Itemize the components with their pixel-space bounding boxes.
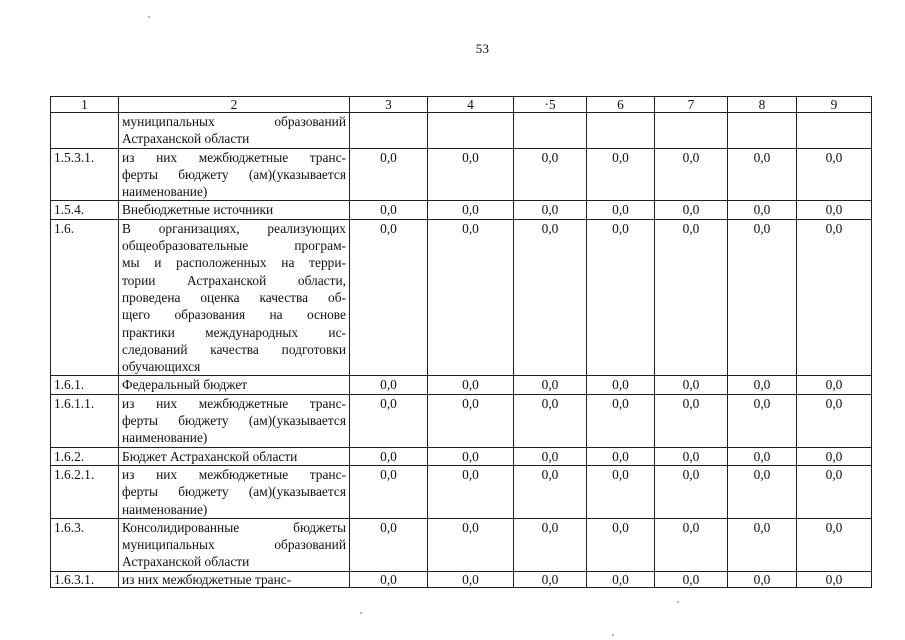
table-row bbox=[51, 518, 872, 571]
description-line: Астраханской области bbox=[122, 131, 250, 147]
value-cell: 0,0 bbox=[655, 571, 728, 587]
description-line: из них межбюджетные транс- bbox=[122, 149, 346, 165]
row-number-cell: 1.5.3.1. bbox=[51, 148, 119, 201]
row-number-cell: 1.6.1.1. bbox=[51, 394, 119, 447]
value-cell: 0,0 bbox=[350, 201, 428, 219]
value-cell: 0,0 bbox=[350, 518, 428, 571]
value-cell bbox=[655, 113, 728, 149]
scan-speck bbox=[148, 16, 150, 18]
column-header: 6 bbox=[587, 97, 655, 113]
description-line: проведена оценка качества об- bbox=[122, 289, 346, 305]
row-number-cell: 1.6.2.1. bbox=[51, 465, 119, 518]
value-cell: 0,0 bbox=[428, 518, 514, 571]
value-cell: 0,0 bbox=[587, 376, 655, 394]
row-number-cell: 1.6.3. bbox=[51, 518, 119, 571]
table-row bbox=[51, 465, 872, 518]
value-cell: 0,0 bbox=[728, 447, 797, 465]
description-line: В организациях, реализующих bbox=[122, 220, 346, 236]
table-row bbox=[51, 201, 872, 219]
value-cell: 0,0 bbox=[514, 376, 587, 394]
description-line: муниципальных образований bbox=[122, 114, 346, 129]
value-cell: 0,0 bbox=[514, 148, 587, 201]
column-header: 9 bbox=[797, 97, 872, 113]
table-row bbox=[51, 571, 872, 587]
table-row bbox=[51, 394, 872, 447]
row-description-cell bbox=[119, 394, 350, 447]
value-cell: 0,0 bbox=[350, 376, 428, 394]
value-cell: 0,0 bbox=[428, 201, 514, 219]
table-row bbox=[51, 113, 872, 149]
column-header: ·5 bbox=[514, 97, 587, 113]
value-cell: 0,0 bbox=[428, 376, 514, 394]
table-row bbox=[51, 219, 872, 376]
row-description-cell bbox=[119, 465, 350, 518]
value-cell: 0,0 bbox=[514, 518, 587, 571]
value-cell: 0,0 bbox=[514, 447, 587, 465]
row-description-cell: Бюджет Астраханской области bbox=[119, 447, 350, 465]
description-line: следований качества подготовки bbox=[122, 341, 346, 357]
value-cell: 0,0 bbox=[514, 219, 587, 376]
column-header: 2 bbox=[119, 97, 350, 113]
description-line: из них межбюджетные транс- bbox=[122, 395, 346, 411]
description-line: Астраханской области bbox=[122, 554, 250, 570]
row-number-cell: 1.6.1. bbox=[51, 376, 119, 394]
row-number-cell: 1.5.4. bbox=[51, 201, 119, 219]
budget-table bbox=[50, 96, 872, 588]
value-cell: 0,0 bbox=[797, 376, 872, 394]
table-row bbox=[51, 376, 872, 394]
value-cell bbox=[428, 113, 514, 149]
description-line: наименование) bbox=[122, 501, 208, 517]
value-cell bbox=[514, 113, 587, 149]
value-cell: 0,0 bbox=[428, 465, 514, 518]
page-number: 53 bbox=[475, 41, 490, 56]
table-row bbox=[51, 148, 872, 201]
value-cell: 0,0 bbox=[514, 571, 587, 587]
description-line: наименование) bbox=[122, 430, 208, 446]
description-line: из них межбюджетные транс- bbox=[122, 466, 346, 482]
value-cell: 0,0 bbox=[587, 447, 655, 465]
description-line: муниципальных образований bbox=[122, 537, 346, 553]
column-header-row bbox=[51, 97, 872, 113]
value-cell: 0,0 bbox=[728, 571, 797, 587]
description-line: общеобразовательные програм- bbox=[122, 238, 346, 254]
column-header: 7 bbox=[655, 97, 728, 113]
value-cell: 0,0 bbox=[350, 394, 428, 447]
value-cell: 0,0 bbox=[655, 394, 728, 447]
value-cell: 0,0 bbox=[655, 201, 728, 219]
value-cell: 0,0 bbox=[587, 394, 655, 447]
value-cell: 0,0 bbox=[350, 219, 428, 376]
scan-speck bbox=[677, 601, 679, 603]
value-cell: 0,0 bbox=[797, 447, 872, 465]
value-cell: 0,0 bbox=[587, 148, 655, 201]
value-cell: 0,0 bbox=[428, 394, 514, 447]
value-cell: 0,0 bbox=[797, 394, 872, 447]
value-cell: 0,0 bbox=[797, 219, 872, 376]
value-cell: 0,0 bbox=[797, 465, 872, 518]
value-cell: 0,0 bbox=[587, 571, 655, 587]
column-header: 8 bbox=[728, 97, 797, 113]
value-cell: 0,0 bbox=[350, 465, 428, 518]
value-cell: 0,0 bbox=[728, 394, 797, 447]
value-cell: 0,0 bbox=[428, 447, 514, 465]
value-cell: 0,0 bbox=[728, 148, 797, 201]
value-cell: 0,0 bbox=[428, 148, 514, 201]
value-cell: 0,0 bbox=[655, 447, 728, 465]
description-line: наименование) bbox=[122, 184, 208, 200]
value-cell: 0,0 bbox=[514, 465, 587, 518]
value-cell bbox=[797, 113, 872, 149]
row-description-cell bbox=[119, 113, 350, 149]
description-line: практики международных ис- bbox=[122, 324, 346, 340]
value-cell: 0,0 bbox=[728, 201, 797, 219]
row-number-cell: 1.6.3.1. bbox=[51, 571, 119, 587]
value-cell: 0,0 bbox=[797, 148, 872, 201]
value-cell: 0,0 bbox=[728, 219, 797, 376]
value-cell: 0,0 bbox=[587, 465, 655, 518]
value-cell: 0,0 bbox=[514, 201, 587, 219]
row-number-cell: 1.6.2. bbox=[51, 447, 119, 465]
description-line: ферты бюджету (ам)(указывается bbox=[122, 484, 346, 500]
value-cell: 0,0 bbox=[514, 394, 587, 447]
value-cell: 0,0 bbox=[428, 571, 514, 587]
row-description-cell: Внебюджетные источники bbox=[119, 201, 350, 219]
scan-speck bbox=[360, 612, 362, 614]
column-header: 1 bbox=[51, 97, 119, 113]
value-cell: 0,0 bbox=[655, 376, 728, 394]
value-cell bbox=[728, 113, 797, 149]
description-line: ферты бюджету (ам)(указывается bbox=[122, 166, 346, 182]
value-cell: 0,0 bbox=[797, 571, 872, 587]
description-line: щего образования на основе bbox=[122, 307, 346, 323]
column-header: 4 bbox=[428, 97, 514, 113]
value-cell: 0,0 bbox=[797, 201, 872, 219]
value-cell: 0,0 bbox=[728, 376, 797, 394]
description-line: Консолидированные бюджеты bbox=[122, 519, 346, 535]
value-cell bbox=[587, 113, 655, 149]
value-cell: 0,0 bbox=[655, 465, 728, 518]
value-cell: 0,0 bbox=[728, 518, 797, 571]
value-cell: 0,0 bbox=[587, 219, 655, 376]
row-description-cell bbox=[119, 518, 350, 571]
row-description-cell: Федеральный бюджет bbox=[119, 376, 350, 394]
scan-speck bbox=[612, 634, 614, 636]
value-cell: 0,0 bbox=[350, 447, 428, 465]
value-cell: 0,0 bbox=[655, 148, 728, 201]
value-cell: 0,0 bbox=[587, 201, 655, 219]
table-row bbox=[51, 447, 872, 465]
column-header: 3 bbox=[350, 97, 428, 113]
row-description-cell bbox=[119, 148, 350, 201]
value-cell bbox=[350, 113, 428, 149]
description-line: тории Астраханской области, bbox=[122, 272, 346, 288]
value-cell: 0,0 bbox=[797, 518, 872, 571]
row-description-cell bbox=[119, 219, 350, 376]
description-line: обучающихся bbox=[122, 359, 201, 375]
row-description-cell: из них межбюджетные транс- bbox=[119, 571, 350, 587]
value-cell: 0,0 bbox=[428, 219, 514, 376]
row-number-cell: 1.6. bbox=[51, 219, 119, 376]
value-cell: 0,0 bbox=[655, 219, 728, 376]
value-cell: 0,0 bbox=[728, 465, 797, 518]
value-cell: 0,0 bbox=[587, 518, 655, 571]
description-line: ферты бюджету (ам)(указывается bbox=[122, 413, 346, 429]
value-cell: 0,0 bbox=[350, 571, 428, 587]
description-line: мы и расположенных на терри- bbox=[122, 255, 346, 271]
value-cell: 0,0 bbox=[350, 148, 428, 201]
row-number-cell bbox=[51, 113, 119, 149]
value-cell: 0,0 bbox=[655, 518, 728, 571]
